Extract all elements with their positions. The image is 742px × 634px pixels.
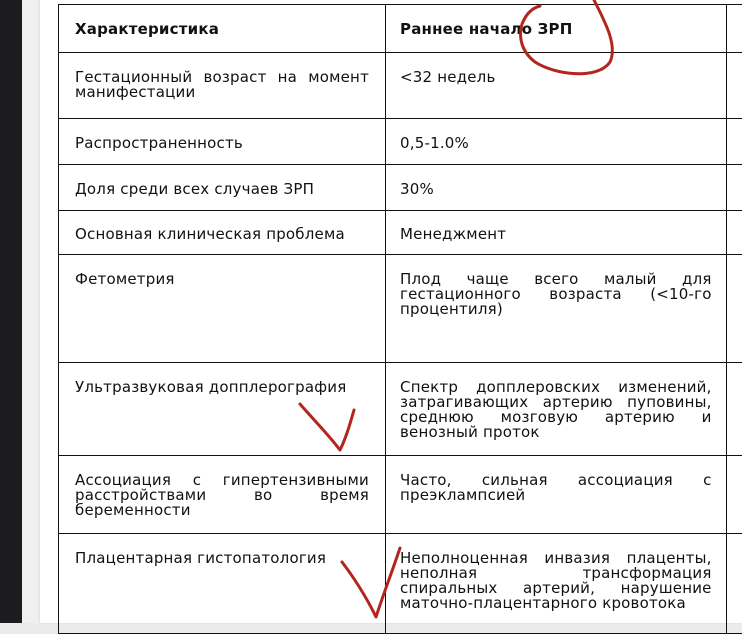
table-row — [59, 255, 742, 363]
row-value: Менеджмент — [386, 211, 726, 242]
dark-screen-edge — [0, 0, 22, 623]
table-cell — [59, 363, 386, 456]
row-value: <32 недель — [386, 53, 726, 85]
row-characteristic: Плацентарная гистопатология — [59, 534, 385, 566]
table-cell — [59, 165, 386, 211]
table-cell — [59, 211, 386, 255]
clipped-column — [726, 5, 742, 53]
clipped-column — [726, 255, 742, 363]
clipped-column — [726, 456, 742, 534]
clipped-column — [726, 363, 742, 456]
table-cell — [386, 534, 727, 634]
table-cell — [386, 53, 727, 119]
table-cell — [386, 211, 727, 255]
table-row — [59, 363, 742, 456]
row-characteristic: Ультразвуковая допплерография — [59, 363, 385, 395]
table-cell — [386, 255, 727, 363]
table-cell — [59, 53, 386, 119]
row-value: Плод чаще всего малый для гестационного возраста (<10-го процентиля) — [386, 255, 726, 317]
fgr-characteristics-table — [58, 4, 742, 634]
row-characteristic: Гестационный возраст на момент манифестации — [59, 53, 385, 100]
table-cell — [59, 456, 386, 534]
row-value: 0,5-1.0% — [386, 119, 726, 151]
row-value: Неполноценная инвазия плаценты, неполная трансформация спиральных артерий, нарушение маточно-плацентарного кровотока — [386, 534, 726, 611]
clipped-column — [726, 211, 742, 255]
clipped-column — [726, 53, 742, 119]
clipped-column — [726, 119, 742, 165]
table-row — [59, 211, 742, 255]
table-cell — [59, 255, 386, 363]
table-row — [59, 534, 742, 634]
row-value: Спектр допплеровских изменений, затрагивающих артерию пуповины, среднюю мозговую артерию и венозный проток — [386, 363, 726, 440]
table-cell — [386, 119, 727, 165]
row-characteristic: Доля среди всех случаев ЗРП — [59, 165, 385, 197]
table-row — [59, 456, 742, 534]
row-characteristic: Ассоциация с гипертензивными расстройствами во время беременности — [59, 456, 385, 518]
row-characteristic: Фетометрия — [59, 255, 385, 287]
table-cell — [59, 534, 386, 634]
table-row — [59, 119, 742, 165]
header-cell-early-onset — [386, 5, 727, 53]
page-margin — [22, 0, 40, 623]
table-cell — [386, 363, 727, 456]
row-value: 30% — [386, 165, 726, 197]
table-cell — [386, 456, 727, 534]
header-label: Характеристика — [59, 5, 385, 37]
header-cell-characteristic — [59, 5, 386, 53]
row-value: Часто, сильная ассоциация с преэклампсией — [386, 456, 726, 503]
row-characteristic: Основная клиническая проблема — [59, 211, 385, 242]
table-row — [59, 53, 742, 119]
table-cell — [386, 165, 727, 211]
table-row — [59, 165, 742, 211]
row-characteristic: Распространенность — [59, 119, 385, 151]
clipped-column — [726, 165, 742, 211]
table-cell — [59, 119, 386, 165]
table-header-row — [59, 5, 742, 53]
header-label: Раннее начало ЗРП — [386, 5, 726, 37]
clipped-column — [726, 534, 742, 634]
